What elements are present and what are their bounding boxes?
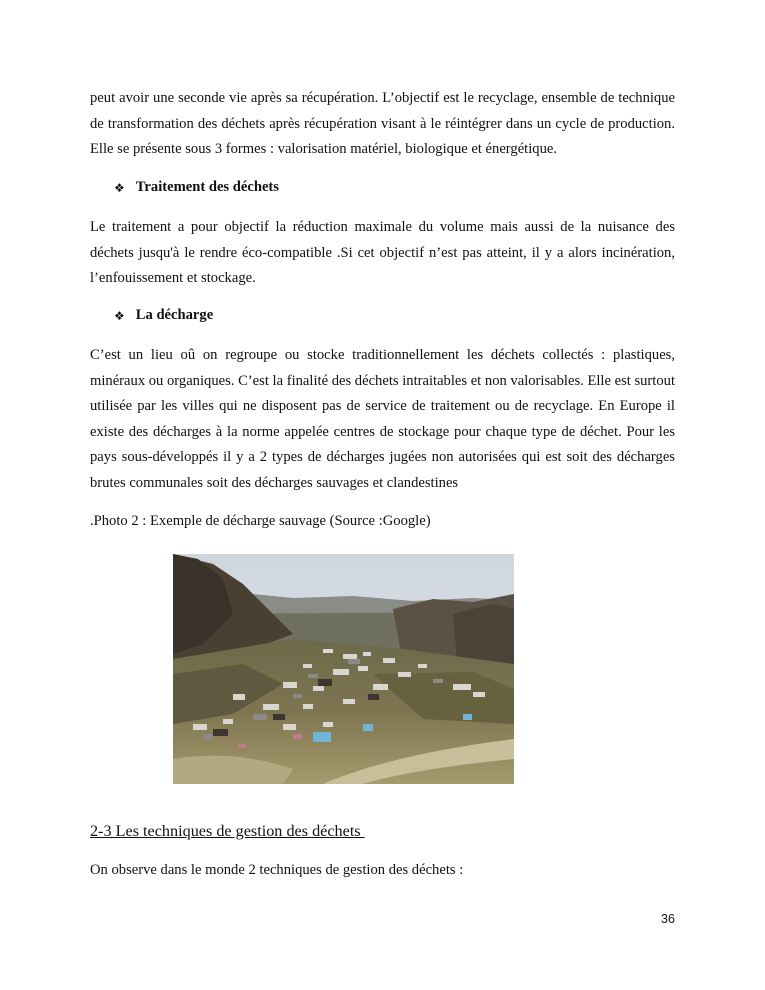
paragraph-techniques: On observe dans le monde 2 techniques de gestion des déchets : [90,862,464,878]
section-heading: 2-3 Les techniques de gestion des déchets [90,822,365,840]
heading-traitement [114,179,279,196]
diamond-bullet-icon: ❖ [114,180,125,195]
diamond-bullet-icon: ❖ [114,308,125,323]
page-number: 36 [661,912,675,926]
landfill-photo [173,554,514,784]
heading-traitement-label: Traitement des déchets [135,179,279,195]
paragraph-traitement: Le traitement a pour objectif la réduction maximale du volume mais aussi de la nuisance des déchets jusqu'à le rendre éco-compatible .Si cet objectif n’est pas atteint, il y a alors incinération, l’enfouissement et stockage. [90,219,675,286]
heading-decharge [114,307,213,324]
heading-decharge-label: La décharge [135,307,214,323]
paragraph-valorisation: peut avoir une seconde vie après sa récupération. L’objectif est le recyclage, ensemble de technique de transformation des déchets après récupération visant à le réintégrer dans un cycle de production. Elle se présente sous 3 formes : valorisation matériel, biologique et énergétique. [90,90,675,157]
photo-caption: .Photo 2 : Exemple de décharge sauvage (Source :Google) [90,513,431,529]
paragraph-decharge: C’est un lieu oû on regroupe ou stocke traditionnellement les déchets collectés : plastiques, minéraux ou organiques. C’est la finalité des déchets intraitables et non valorisables. Elle est surtout utilisée par les villes qui ne disposent pas de service de traitement ou de recyclage. En Europe il existe des décharges à la norme appelée centres de stockage pour chaque type de déchet. Pour les pays sous-développés il y a 2 types de décharges jugées non autorisées qui est soit des décharges brutes communales soit des décharges sauvages et clandestines [90,347,675,491]
